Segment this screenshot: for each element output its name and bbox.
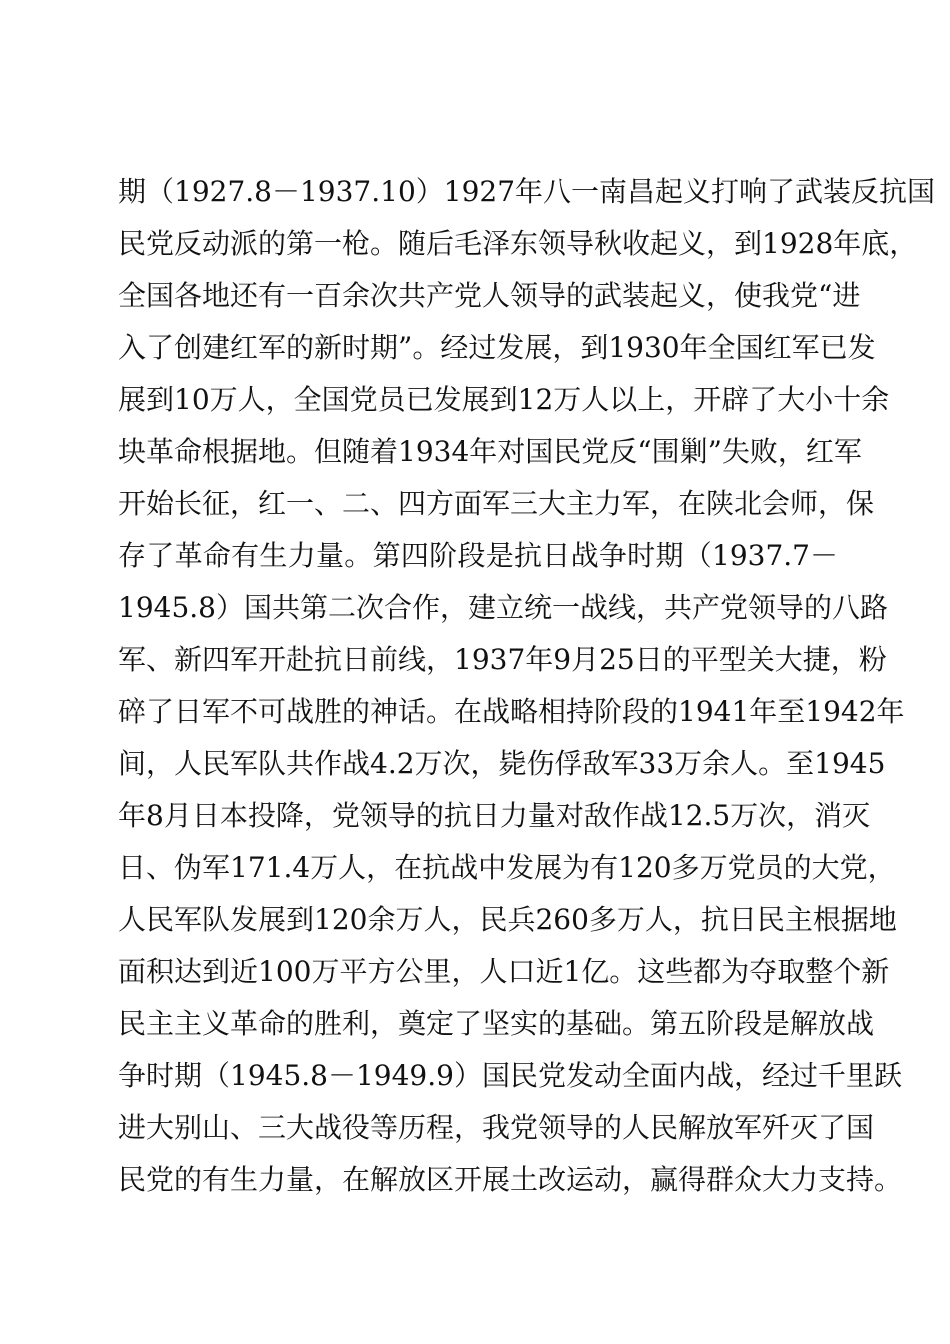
text-line: 人民军队发展到120余万人，民兵260多万人，抗日民主根据地 — [118, 903, 897, 936]
text-line: 1945.8）国共第二次合作，建立统一战线，共产党领导的八路 — [118, 591, 888, 624]
text-line: 碎了日军不可战胜的神话。在战略相持阶段的1941年至1942年 — [118, 695, 905, 728]
text-line: 民党反动派的第一枪。随后毛泽东领导秋收起义，到1928年底， — [118, 227, 918, 260]
text-line: 期（1927.8－1937.10）1927年八一南昌起义打响了武装反抗国 — [118, 175, 936, 208]
text-line: 块革命根据地。但随着1934年对国民党反“围剿”失败，红军 — [118, 435, 862, 468]
text-line: 间，人民军队共作战4.2万次，毙伤俘敌军33万余人。至1945 — [118, 747, 886, 780]
text-line: 开始长征，红一、二、四方面军三大主力军，在陕北会师，保 — [118, 487, 875, 520]
text-line: 日、伪军171.4万人，在抗战中发展为有120多万党员的大党， — [118, 851, 896, 884]
text-line: 展到10万人，全国党员已发展到12万人以上，开辟了大小十余 — [118, 383, 890, 416]
text-line: 入了创建红军的新时期”。经过发展，到1930年全国红军已发 — [118, 331, 876, 364]
text-line: 进大别山、三大战役等历程，我党领导的人民解放军歼灭了国 — [118, 1111, 875, 1144]
body-paragraph — [118, 166, 936, 1206]
text-line: 争时期（1945.8－1949.9）国民党发动全面内战，经过千里跃 — [118, 1059, 902, 1092]
text-line: 军、新四军开赴抗日前线，1937年9月25日的平型关大捷，粉 — [118, 643, 887, 676]
text-line: 民主主义革命的胜利，奠定了坚实的基础。第五阶段是解放战 — [118, 1007, 875, 1040]
text-line: 年8月日本投降，党领导的抗日力量对敌作战12.5万次，消灭 — [118, 799, 871, 832]
text-line: 民党的有生力量，在解放区开展土改运动，赢得群众大力支持。 — [118, 1163, 903, 1196]
text-line: 面积达到近100万平方公里，人口近1亿。这些都为夺取整个新 — [118, 955, 890, 988]
text-line: 全国各地还有一百余次共产党人领导的武装起义，使我党“进 — [118, 279, 861, 312]
text-line: 存了革命有生力量。第四阶段是抗日战争时期（1937.7－ — [118, 539, 838, 572]
